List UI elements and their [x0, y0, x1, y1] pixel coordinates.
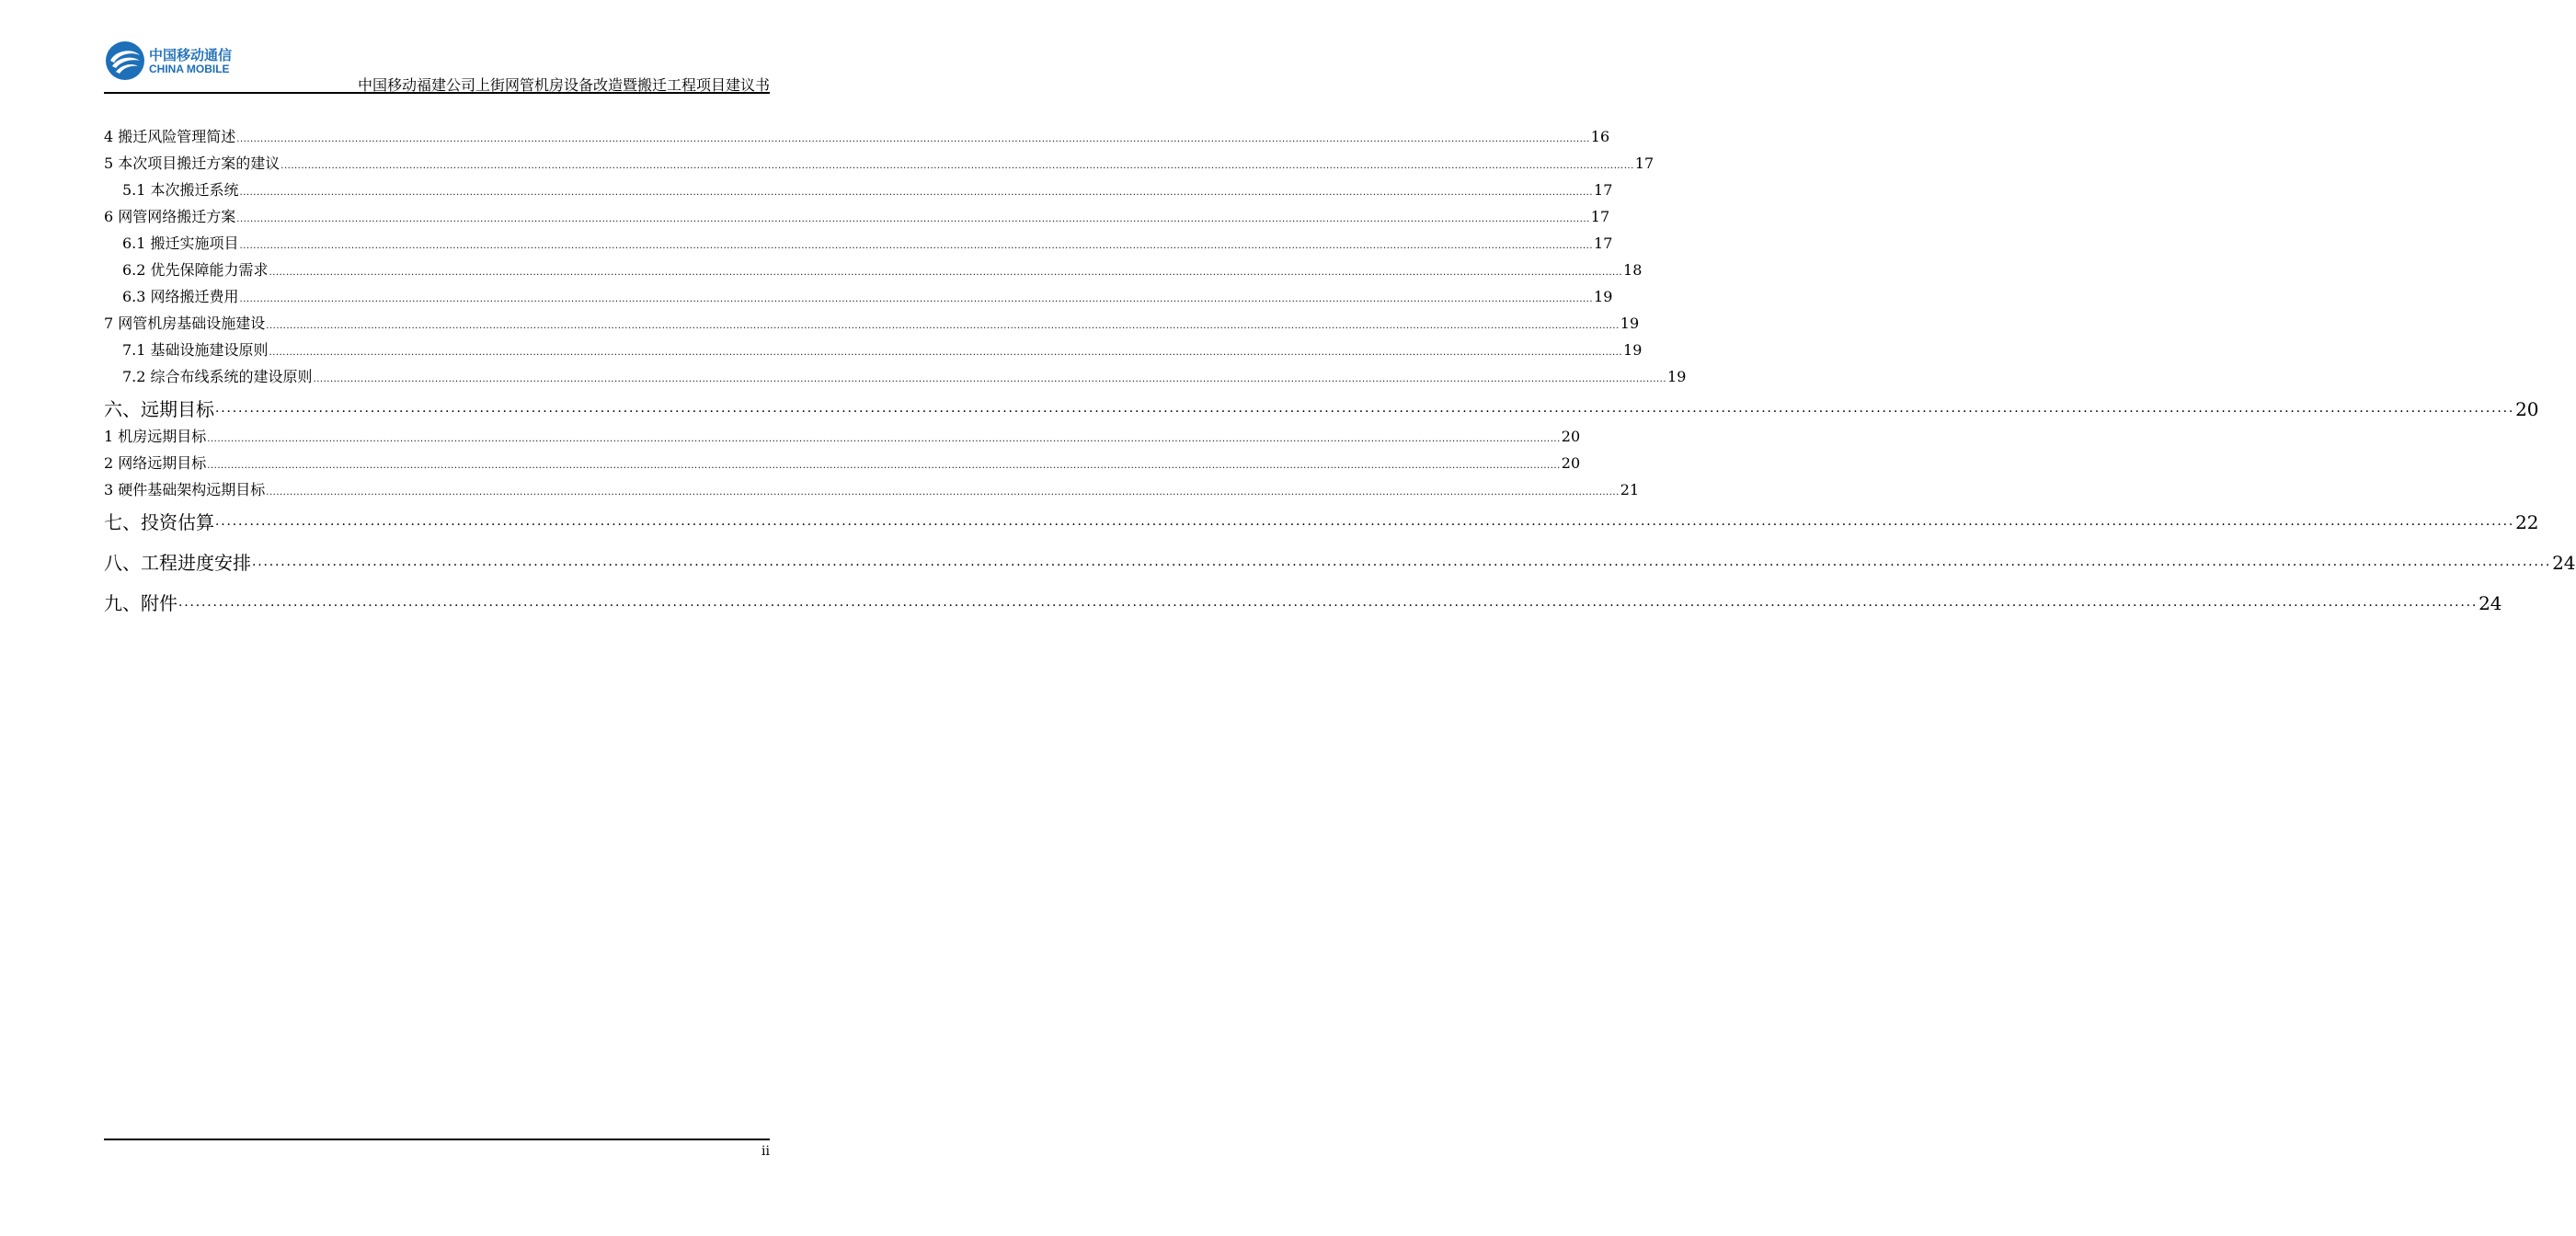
toc-leader-dots: ................................................................................................................................................................................................................................................................................................................................................................................................................	[266, 321, 1620, 331]
toc-entry-page: 17	[1594, 181, 1613, 199]
toc-entry-page: 19	[1667, 368, 1687, 385]
footer-divider	[104, 1139, 770, 1140]
toc-entry-label: 4 搬迁风险管理简述	[104, 128, 236, 145]
toc-entry-label: 5.1 本次搬迁系统	[122, 181, 239, 199]
page-number: ii	[761, 1144, 770, 1159]
toc-entry-label: 3 硬件基础架构远期目标	[104, 481, 266, 498]
toc-entry-label: 九、附件	[104, 592, 177, 614]
toc-leader-dots: ................................................................................................................................................................................................................................................................................................................................................................................................................	[239, 241, 1594, 251]
toc-entry-page: 19	[1620, 315, 1640, 332]
toc-leader-dots: ................................................................................................................................................................................................................................................................................................................................................................................................................	[207, 461, 1561, 471]
toc-entry[interactable]	[104, 154, 1654, 180]
toc-entry-label: 5 本次项目搬迁方案的建议	[104, 154, 280, 172]
toc-entry-page: 24	[2479, 592, 2502, 614]
toc-entry-label: 7 网管机房基础设施建设	[104, 315, 266, 332]
toc-leader-dots: ................................................................................................................................................................................................................................................................................................................................................................................................................	[236, 134, 1590, 144]
toc-entry-label: 八、工程进度安排	[104, 552, 251, 574]
toc-entry-page: 22	[2515, 511, 2539, 533]
document-header-title: 中国移动福建公司上街网管机房设备改造暨搬迁工程项目建议书	[357, 76, 770, 94]
toc-leader-dots: ................................................................................................................................................................................................................................................................................................................................................................................................................	[239, 294, 1594, 304]
toc-leader-dots: ················································································································································································································································································································································································································	[252, 558, 2552, 573]
toc-entry[interactable]	[104, 340, 1643, 367]
toc-entry[interactable]	[104, 180, 1613, 207]
toc-entry[interactable]	[104, 427, 1581, 453]
toc-entry[interactable]	[104, 287, 1613, 314]
toc-entry-label: 六、远期目标	[104, 398, 214, 420]
toc-leader-dots: ················································································································································································································································································································································································································	[178, 599, 2479, 613]
toc-entry-page: 20	[1561, 428, 1581, 445]
logo-en-text: CHINA MOBILE	[149, 63, 230, 75]
toc-leader-dots: ................................................................................................................................................................................................................................................................................................................................................................................................................	[266, 487, 1620, 498]
toc-leader-dots: ................................................................................................................................................................................................................................................................................................................................................................................................................	[207, 434, 1561, 444]
toc-entry[interactable]	[104, 314, 1640, 340]
toc-leader-dots: ................................................................................................................................................................................................................................................................................................................................................................................................................	[239, 188, 1594, 198]
toc-entry-label: 6.2 优先保障能力需求	[122, 261, 269, 279]
china-mobile-logo-icon	[105, 40, 145, 81]
toc-entry-page: 20	[2515, 398, 2539, 420]
toc-leader-dots: ················································································································································································································································································································································································································	[215, 518, 2515, 532]
toc-entry-page: 17	[1590, 208, 1610, 225]
toc-entry-page: 18	[1623, 261, 1643, 279]
toc-entry-label: 6 网管网络搬迁方案	[104, 208, 236, 225]
toc-entry-page: 17	[1594, 235, 1613, 252]
toc-entry[interactable]	[104, 260, 1643, 287]
toc-entry-page: 21	[1620, 481, 1640, 498]
toc-leader-dots: ................................................................................................................................................................................................................................................................................................................................................................................................................	[280, 161, 1634, 171]
toc-leader-dots: ................................................................................................................................................................................................................................................................................................................................................................................................................	[269, 268, 1623, 278]
toc-leader-dots: ................................................................................................................................................................................................................................................................................................................................................................................................................	[313, 374, 1667, 384]
logo-cn-text: 中国移动通信	[149, 47, 233, 63]
toc-entry[interactable]	[104, 207, 1610, 234]
toc-entry[interactable]	[104, 127, 1610, 154]
toc-chapter-entry[interactable]	[104, 551, 2576, 591]
toc-entry[interactable]	[104, 480, 1640, 507]
toc-leader-dots: ................................................................................................................................................................................................................................................................................................................................................................................................................	[269, 348, 1623, 358]
toc-entry-label: 7.2 综合布线系统的建设原则	[122, 368, 313, 385]
toc-entry-label: 七、投资估算	[104, 511, 214, 533]
toc-entry-page: 24	[2552, 552, 2576, 574]
toc-entry-label: 7.1 基础设施建设原则	[122, 341, 269, 359]
toc-entry-page: 16	[1590, 128, 1610, 145]
header-divider	[104, 92, 770, 94]
toc-leader-dots: ................................................................................................................................................................................................................................................................................................................................................................................................................	[236, 214, 1590, 224]
toc-entry[interactable]	[104, 367, 1687, 394]
toc-entry-label: 1 机房远期目标	[104, 428, 207, 445]
china-mobile-logo	[105, 40, 243, 85]
toc-entry[interactable]	[104, 234, 1613, 260]
toc-leader-dots: ················································································································································································································································································································································································································	[215, 405, 2515, 419]
toc-entry-label: 6.1 搬迁实施项目	[122, 235, 239, 252]
toc-chapter-entry[interactable]	[104, 591, 2502, 632]
toc-entry-page: 19	[1623, 341, 1643, 359]
toc-entry-page: 17	[1634, 154, 1654, 172]
toc-chapter-entry[interactable]	[104, 510, 2539, 551]
table-of-contents	[104, 127, 2576, 632]
toc-entry-label: 2 网络远期目标	[104, 454, 207, 472]
toc-entry-page: 20	[1561, 454, 1581, 472]
toc-entry[interactable]	[104, 453, 1581, 480]
toc-entry-page: 19	[1594, 288, 1613, 305]
toc-entry-label: 6.3 网络搬迁费用	[122, 288, 239, 305]
